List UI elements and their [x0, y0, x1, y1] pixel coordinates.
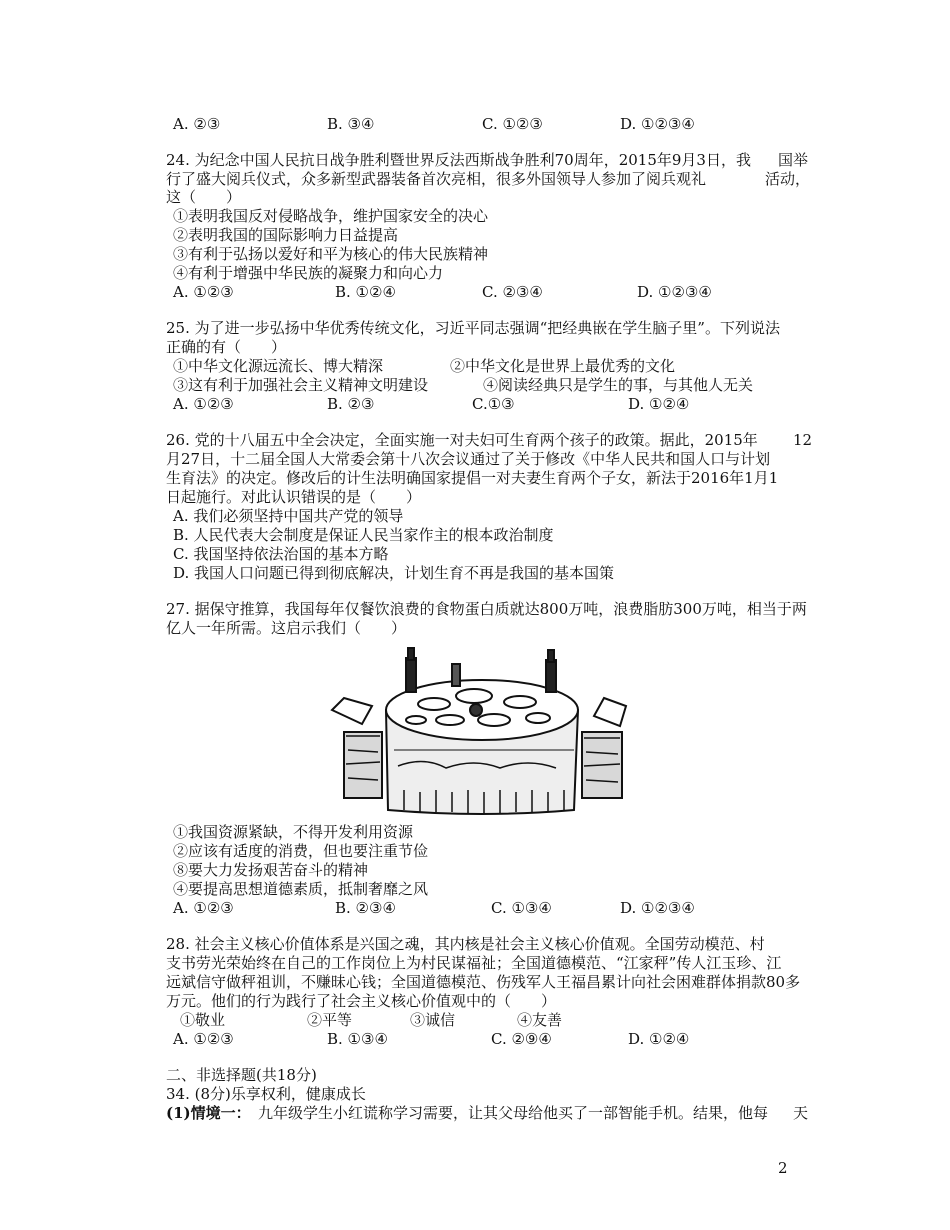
text-line: ④友善: [517, 1011, 563, 1029]
text-line: ③有利于弘扬以爱好和平为核心的伟大民族精神: [173, 245, 489, 263]
text-line: 24. 为纪念中国人民抗日战争胜利暨世界反法西斯战争胜利70周年，2015年9月3日，我: [166, 151, 751, 169]
text-line: 远斌信守做秤祖训，不赚昧心钱；全国道德模范、伤残军人王福昌累计向社会困难群体捐款80多: [166, 973, 801, 991]
text-line: ③诚信: [410, 1011, 456, 1029]
text-line: B. ①③④: [327, 1030, 388, 1048]
text-line: 生育法》的决定。修改后的计生法明确国家提倡一对夫妻生育两个子女，新法于2016年1月1: [166, 469, 779, 487]
text-line: 2: [778, 1159, 788, 1177]
text-line: 这（ ）: [166, 188, 242, 206]
text-line: 月27日，十二届全国人大常委会第十八次会议通过了关于修改《中华人民共和国人口与计划: [166, 450, 771, 468]
text-line: ①中华文化源远流长、博大精深: [173, 357, 384, 375]
text-line: 二、非选择题(共18分): [166, 1066, 317, 1084]
text-line: D. ①②③④: [620, 899, 695, 917]
text-line: 26. 党的十八届五中全会决定，全面实施一对夫妇可生育两个孩子的政策。据此，2015年: [166, 431, 758, 449]
text-line: 34. (8分)乐享权利，健康成长: [166, 1085, 366, 1103]
text-line: A. ②③: [173, 115, 221, 133]
text-line: ②应该有适度的消费，但也要注重节俭: [173, 842, 429, 860]
text-line: D. ①②④: [628, 395, 690, 413]
text-line: 国举: [778, 151, 809, 169]
text-line: 九年级学生小红谎称学习需要，让其父母给他买了一部智能手机。结果，他每: [258, 1104, 769, 1122]
text-line: C. ②⑨④: [491, 1030, 552, 1048]
text-line: ④要提高思想道德素质，抵制奢靡之风: [173, 880, 429, 898]
text-line: ⑧要大力发扬艰苦奋斗的精神: [173, 861, 369, 879]
text-line: A. ①②③: [173, 395, 234, 413]
text-line: 25. 为了进一步弘扬中华优秀传统文化，习近平同志强调“把经典嵌在学生脑子里”。下列说法: [166, 319, 780, 337]
text-line: ③这有利于加强社会主义精神文明建设: [173, 376, 429, 394]
text-line: ②平等: [307, 1011, 353, 1029]
text-line: 日起施行。对此认识错误的是（ ）: [166, 488, 422, 506]
banquet-table-illustration: [324, 640, 640, 818]
text-line: D. ①②④: [628, 1030, 690, 1048]
text-line: B. ②③: [327, 395, 375, 413]
text-line: ④有利于增强中华民族的凝聚力和向心力: [173, 264, 444, 282]
text-line: ④阅读经典只是学生的事，与其他人无关: [483, 376, 754, 394]
text-line: 亿人一年所需。这启示我们（ ）: [166, 619, 407, 637]
text-line: ②中华文化是世界上最优秀的文化: [450, 357, 676, 375]
text-line: (1)情境一：: [166, 1104, 251, 1122]
text-line: 12: [793, 431, 813, 449]
text-line: 支书劳光荣始终在自己的工作岗位上为村民谋福祉；全国道德模范、“江家秤”传人江玉珍、江: [166, 954, 782, 972]
text-line: C. ②③④: [482, 283, 543, 301]
text-line: C.①③: [472, 395, 515, 413]
text-line: B. ①②④: [335, 283, 396, 301]
text-line: ①我国资源紧缺，不得开发利用资源: [173, 823, 414, 841]
text-line: C. 我国坚持依法治国的基本方略: [173, 545, 389, 563]
text-line: B. ③④: [327, 115, 375, 133]
text-line: D. 我国人口问题已得到彻底解决，计划生育不再是我国的基本国策: [173, 564, 615, 582]
text-line: 活动，: [765, 170, 811, 188]
text-line: ①敬业: [180, 1011, 226, 1029]
text-line: A. ①②③: [173, 899, 234, 917]
text-line: C. ①②③: [482, 115, 543, 133]
text-line: ②表明我国的国际影响力日益提高: [173, 226, 399, 244]
text-line: 28. 社会主义核心价值体系是兴国之魂，其内核是社会主义核心价值观。全国劳动模范、村: [166, 935, 765, 953]
text-line: 27. 据保守推算，我国每年仅餐饮浪费的食物蛋白质就达800万吨，浪费脂肪300万吨，相当于两: [166, 600, 807, 618]
text-line: A. ①②③: [173, 1030, 234, 1048]
text-line: A. 我们必须坚持中国共产党的领导: [173, 507, 404, 525]
text-line: B. ②③④: [335, 899, 396, 917]
text-line: 万元。他们的行为践行了社会主义核心价值观中的（ ）: [166, 992, 557, 1010]
text-line: B. 人民代表大会制度是保证人民当家作主的根本政治制度: [173, 526, 554, 544]
text-line: 正确的有（ ）: [166, 338, 287, 356]
text-line: ①表明我国反对侵略战争，维护国家安全的决心: [173, 207, 489, 225]
text-line: D. ①②③④: [637, 283, 712, 301]
text-line: C. ①③④: [491, 899, 552, 917]
text-line: 天: [793, 1104, 809, 1122]
text-line: D. ①②③④: [620, 115, 695, 133]
text-line: A. ①②③: [173, 283, 234, 301]
text-line: 行了盛大阅兵仪式，众多新型武器装备首次亮相，很多外国领导人参加了阅兵观礼: [166, 170, 707, 188]
